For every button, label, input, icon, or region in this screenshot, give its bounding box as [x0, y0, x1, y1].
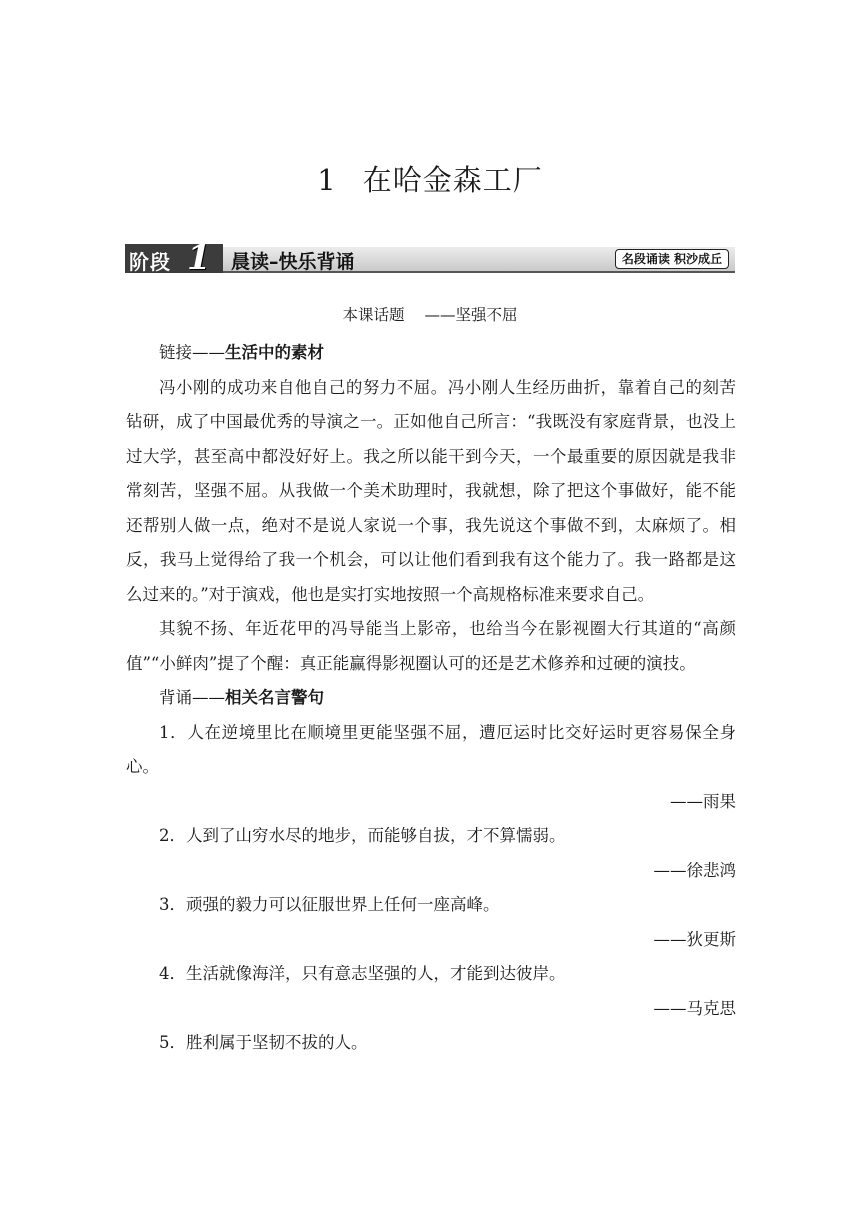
stage-banner [125, 238, 735, 278]
topic-value: ——坚强不屈 [424, 306, 518, 324]
stage-badge [125, 238, 223, 278]
link-section-heading [126, 336, 736, 371]
lesson-number: 1 [317, 163, 337, 197]
lesson-title: 在哈金森工厂 [362, 163, 543, 197]
quote-author: ——雨果 [670, 791, 736, 811]
recite-section-heading [126, 681, 736, 716]
lesson-topic [0, 303, 860, 325]
topic-label: 本课话题 [342, 306, 405, 324]
recite-section-title: 相关名言警句 [225, 688, 324, 707]
reading-content [126, 336, 736, 1061]
quote-text: 2．人到了山穷水尽的地步，而能够自拔，才不算懦弱。 [159, 826, 566, 845]
quote-author: ——徐悲鸿 [653, 860, 736, 880]
link-paragraph-1: 冯小刚的成功来自他自己的努力不屈。冯小刚人生经历曲折，靠着自己的刻苦钻研，成了中国最优秀的导演之一。正如他自己所言：“我既没有家庭背景，也没上过大学，甚至高中都没好好上。我之所以能干到今天，一个最重要的原因就是我非常刻苦，坚强不屈。从我做一个美术助理时，我就想，除了把这个事做好，能不能还帮别人做一点，绝对不是说人家说一个事，我先说这个事做不到，太麻烦了。相反，我马上觉得给了我一个机会，可以让他们看到我有这个能力了。我一路都是这么过来的。”对于演戏，他也是实打实地按照一个高规格标准来要求自己。 [126, 377, 736, 604]
link-section-prefix: 链接—— [159, 343, 225, 362]
page-title [0, 158, 860, 199]
link-paragraph-2: 其貌不扬、年近花甲的冯导能当上影帝，也给当今在影视圈大行其道的“高颜值”“小鲜肉”提了个醒：真正能赢得影视圈认可的还是艺术修养和过硬的演技。 [126, 619, 736, 673]
recite-section-prefix: 背诵—— [159, 688, 225, 707]
quote-text: 4．生活就像海洋，只有意志坚强的人，才能到达彼岸。 [159, 964, 566, 983]
quote-text: 1．人在逆境里比在顺境里更能坚强不屈，遭厄运时比交好运时更容易保全身心。 [126, 722, 736, 776]
link-section-title: 生活中的素材 [225, 343, 324, 362]
quote-author: ——马克思 [653, 998, 736, 1018]
quote-text: 3．顽强的毅力可以征服世界上任何一座高峰。 [159, 895, 500, 914]
stage-tag: 名段诵读 积沙成丘 [615, 249, 729, 269]
quote-text: 5．胜利属于坚韧不拔的人。 [159, 1033, 368, 1052]
quote-author: ——狄更斯 [653, 929, 736, 949]
stage-title: 晨读–快乐背诵 [231, 251, 355, 273]
stage-badge-word: 阶段 [129, 250, 171, 274]
stage-badge-digit: 1 [187, 238, 211, 278]
